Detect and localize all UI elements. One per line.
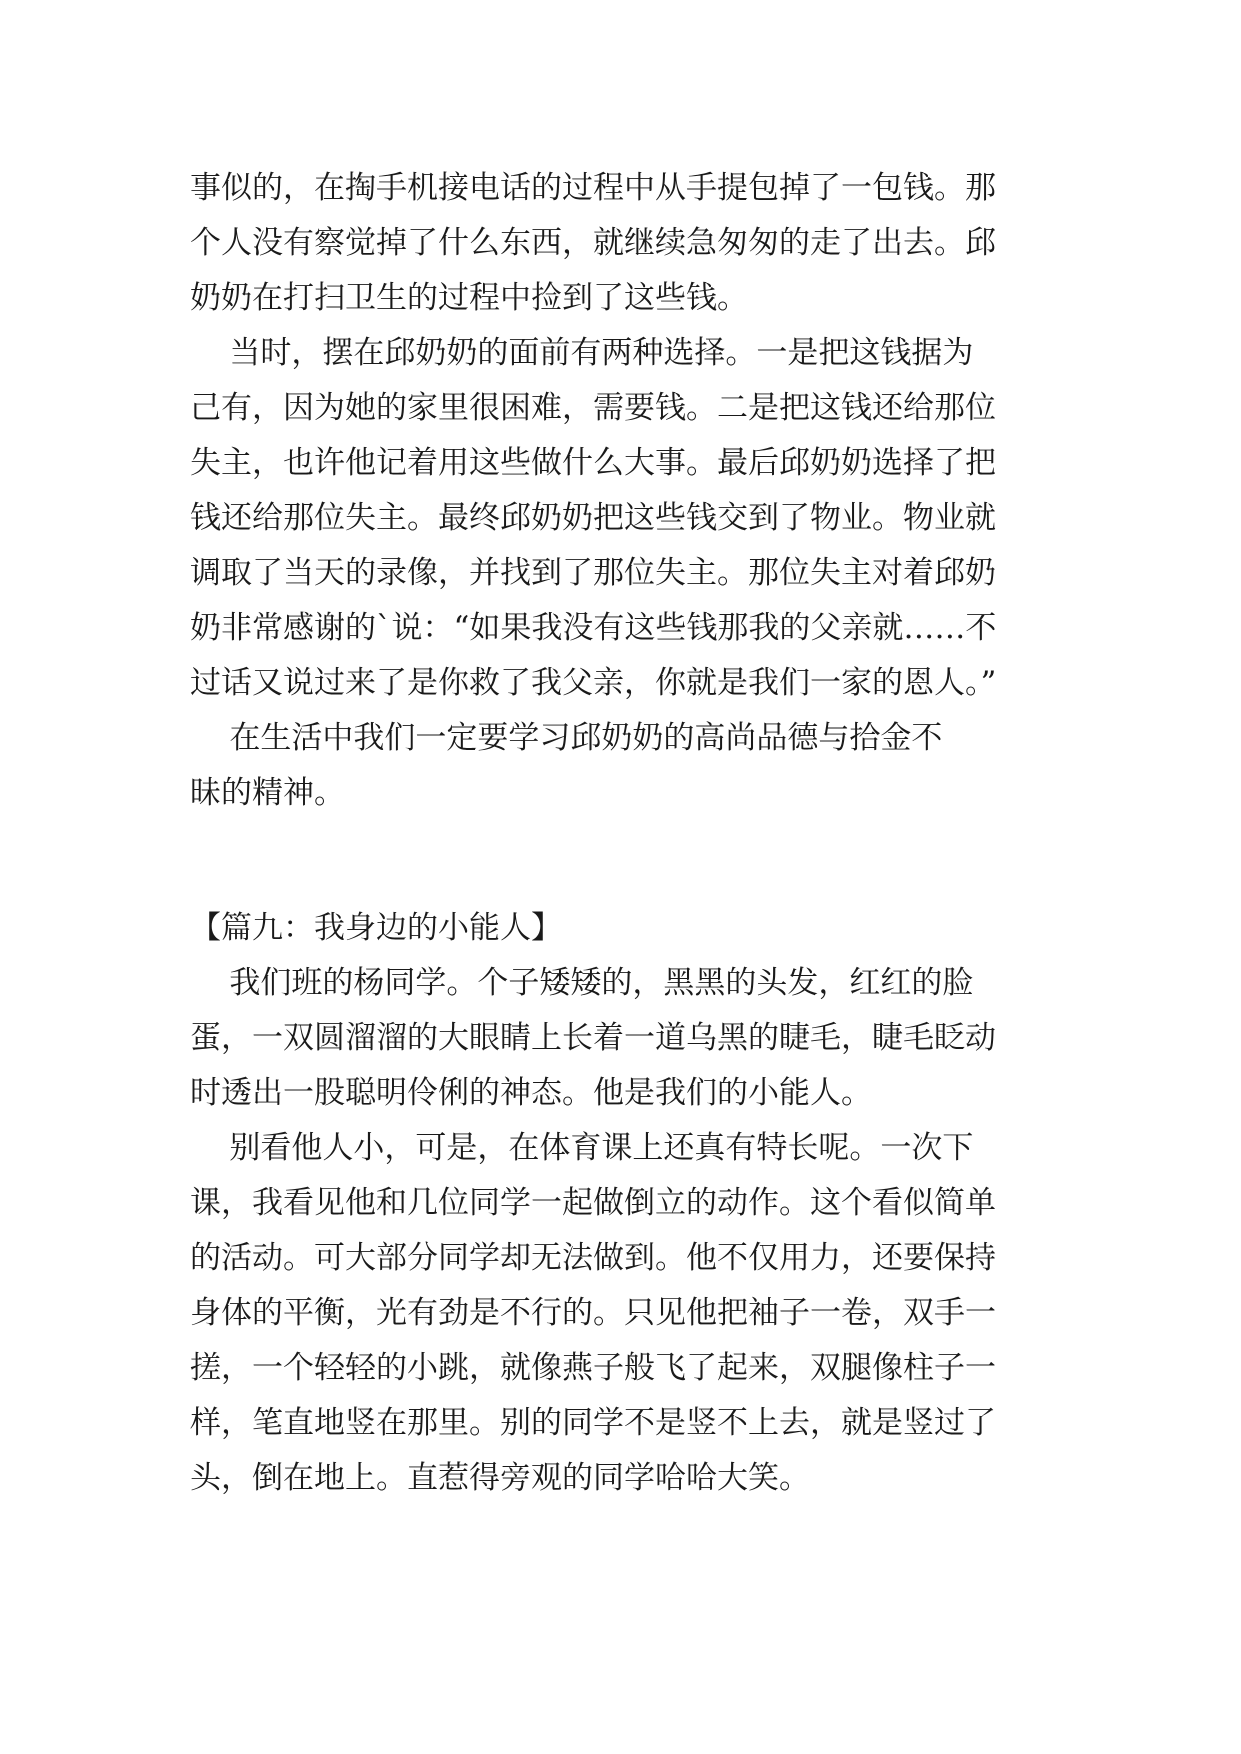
text-line: 过话又说过来了是你救了我父亲，你就是我们一家的恩人。” bbox=[190, 665, 997, 701]
paragraph-start-line: 别看他人小，可是，在体育课上还真有特长呢。一次下 bbox=[190, 1130, 974, 1166]
text-line: 课，我看见他和几位同学一起做倒立的动作。这个看似简单 bbox=[190, 1185, 996, 1221]
paragraph-start-line: 在生活中我们一定要学习邱奶奶的高尚品德与拾金不 bbox=[190, 720, 943, 756]
text-line: 搓，一个轻轻的小跳，就像燕子般飞了起来，双腿像柱子一 bbox=[190, 1350, 996, 1386]
text-line: 头，倒在地上。直惹得旁观的同学哈哈大笑。 bbox=[190, 1460, 810, 1496]
text-line: 事似的，在掏手机接电话的过程中从手提包掉了一包钱。那 bbox=[190, 170, 996, 206]
text-line: 失主，也许他记着用这些做什么大事。最后邱奶奶选择了把 bbox=[190, 445, 996, 481]
text-line: 时透出一股聪明伶俐的神态。他是我们的小能人。 bbox=[190, 1075, 872, 1111]
text-line: 身体的平衡，光有劲是不行的。只见他把袖子一卷，双手一 bbox=[190, 1295, 996, 1331]
paragraph-start-line: 我们班的杨同学。个子矮矮的，黑黑的头发，红红的脸 bbox=[190, 965, 974, 1001]
text-line: 昧的精神。 bbox=[190, 775, 345, 811]
paragraph-start-line: 当时，摆在邱奶奶的面前有两种选择。一是把这钱据为 bbox=[190, 335, 974, 371]
text-line: 蛋，一双圆溜溜的大眼睛上长着一道乌黑的睫毛，睫毛眨动 bbox=[190, 1020, 996, 1056]
text-line: 调取了当天的录像，并找到了那位失主。那位失主对着邱奶 bbox=[190, 555, 996, 591]
text-line: 钱还给那位失主。最终邱奶奶把这些钱交到了物业。物业就 bbox=[190, 500, 996, 536]
text-line: 样，笔直地竖在那里。别的同学不是竖不上去，就是竖过了 bbox=[190, 1405, 996, 1441]
text-line: 奶奶在打扫卫生的过程中捡到了这些钱。 bbox=[190, 280, 748, 316]
text-line: 的活动。可大部分同学却无法做到。他不仅用力，还要保持 bbox=[190, 1240, 996, 1276]
text-line: 己有，因为她的家里很困难，需要钱。二是把这钱还给那位 bbox=[190, 390, 996, 426]
text-line: 奶非常感谢的`说：“如果我没有这些钱那我的父亲就……不 bbox=[190, 610, 997, 646]
text-line: 个人没有察觉掉了什么东西，就继续急匆匆的走了出去。邱 bbox=[190, 225, 996, 261]
section-heading: 【篇九：我身边的小能人】 bbox=[190, 910, 562, 946]
